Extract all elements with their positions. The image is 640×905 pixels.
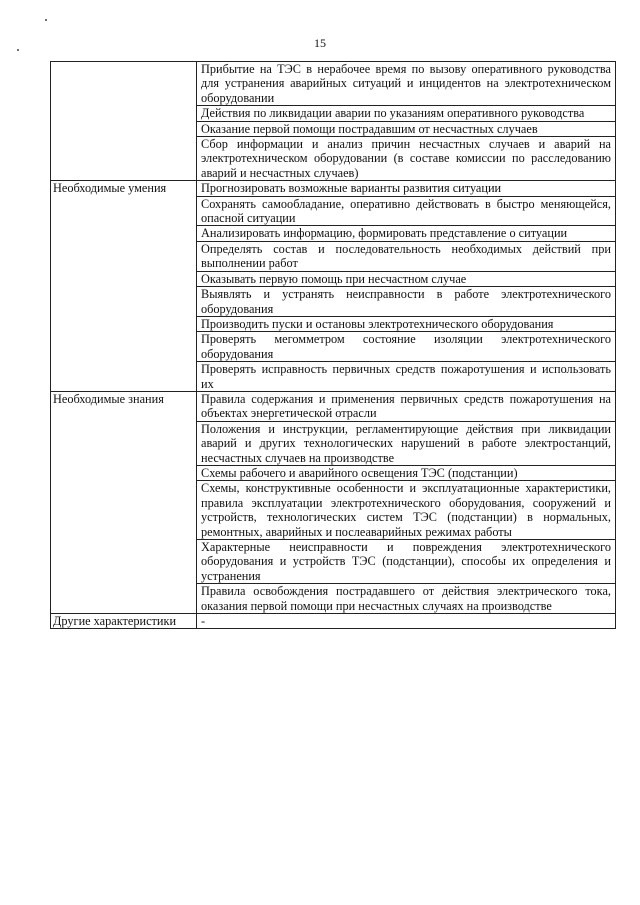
- table-row: [51, 106, 616, 121]
- table-row: [51, 391, 616, 421]
- scan-speck: [45, 19, 47, 21]
- table-row: [51, 481, 616, 540]
- item-text: Положения и инструкции, регламентирующие действия при ликвидации аварий и других технологических нарушений в работе электростанций, несчастных случаев на производстве: [197, 421, 616, 465]
- table-row: [51, 137, 616, 181]
- table-row: [51, 465, 616, 480]
- item-text: Анализировать информацию, формировать представление о ситуации: [197, 226, 616, 241]
- item-text: Выявлять и устранять неисправности в работе электротехнического оборудования: [197, 287, 616, 317]
- section-header-cell: [51, 481, 197, 540]
- item-text: Правила содержания и применения первичных средств пожаротушения на объектах энергетической отрасли: [197, 391, 616, 421]
- table-row: [51, 332, 616, 362]
- item-text: Действия по ликвидации аварии по указаниям оперативного руководства: [197, 106, 616, 121]
- item-text: Прогнозировать возможные варианты развития ситуации: [197, 181, 616, 196]
- table-row: [51, 316, 616, 331]
- section-header-cell: [51, 362, 197, 392]
- item-text: Оказание первой помощи пострадавшим от несчастных случаев: [197, 121, 616, 136]
- item-text: Оказывать первую помощь при несчастном случае: [197, 271, 616, 286]
- item-text: -: [197, 614, 616, 629]
- section-header: Необходимые умения: [51, 181, 197, 196]
- item-text: Проверять исправность первичных средств пожаротушения и использовать их: [197, 362, 616, 392]
- section-header-cell: [51, 196, 197, 226]
- section-header-cell: [51, 121, 197, 136]
- table-row: [51, 196, 616, 226]
- table-row: [51, 181, 616, 196]
- section-header-cell: [51, 241, 197, 271]
- section-header-cell: [51, 540, 197, 584]
- section-header-cell: [51, 137, 197, 181]
- item-text: Схемы рабочего и аварийного освещения ТЭС (подстанции): [197, 465, 616, 480]
- section-header: [51, 62, 197, 106]
- item-text: Характерные неисправности и повреждения электротехнического оборудования и устройств ТЭС (подстанции), способы их определения и устранения: [197, 540, 616, 584]
- competency-table: [50, 61, 616, 629]
- item-text: Правила освобождения пострадавшего от действия электрического тока, оказания первой помощи при несчастных случаях на производстве: [197, 584, 616, 614]
- item-text: Определять состав и последовательность необходимых действий при выполнении работ: [197, 241, 616, 271]
- section-header-cell: [51, 287, 197, 317]
- section-header-cell: [51, 465, 197, 480]
- item-text: Проверять мегомметром состояние изоляции электротехнического оборудования: [197, 332, 616, 362]
- section-header-cell: [51, 421, 197, 465]
- table-row: [51, 62, 616, 106]
- table-row: [51, 540, 616, 584]
- item-text: Схемы, конструктивные особенности и эксплуатационные характеристики, правила эксплуатации электротехнического оборудования, сооружений и устройств, технологических систем ТЭС (подстанции) в нормальных, ремонтных, аварийных и послеаварийных режимах работы: [197, 481, 616, 540]
- page-number: 15: [314, 36, 326, 50]
- item-text: Прибытие на ТЭС в нерабочее время по вызову оперативного руководства для устранения аварийных ситуаций и инцидентов на электротехническом оборудовании: [197, 62, 616, 106]
- section-header: Необходимые знания: [51, 391, 197, 421]
- item-text: Сбор информации и анализ причин несчастных случаев и аварий на электротехническом оборудовании (в составе комиссии по расследованию аварий и несчастных случаев): [197, 137, 616, 181]
- section-header: Другие характеристики: [51, 614, 197, 629]
- table-row: [51, 614, 616, 629]
- table-row: [51, 226, 616, 241]
- table-row: [51, 421, 616, 465]
- item-text: Производить пуски и остановы электротехнического оборудования: [197, 316, 616, 331]
- table-row: [51, 271, 616, 286]
- table-row: [51, 241, 616, 271]
- section-header-cell: [51, 106, 197, 121]
- section-header-cell: [51, 332, 197, 362]
- section-header-cell: [51, 584, 197, 614]
- table-row: [51, 287, 616, 317]
- table-row: [51, 362, 616, 392]
- table-row: [51, 121, 616, 136]
- table-row: [51, 584, 616, 614]
- section-header-cell: [51, 316, 197, 331]
- item-text: Сохранять самообладание, оперативно действовать в быстро меняющейся, опасной ситуации: [197, 196, 616, 226]
- section-header-cell: [51, 226, 197, 241]
- section-header-cell: [51, 271, 197, 286]
